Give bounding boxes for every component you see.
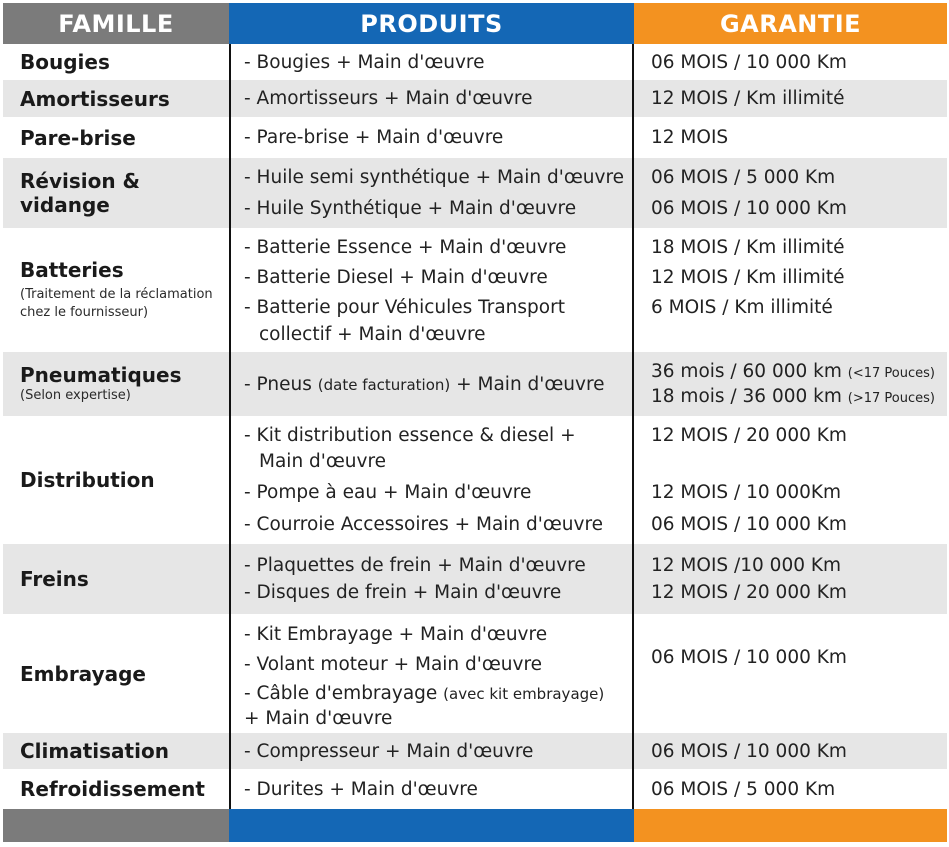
produit-line: - Pompe à eau + Main d'œuvre (244, 482, 532, 503)
famille-cell (3, 228, 229, 352)
produit-prefix: - Câble d'embrayage (244, 683, 444, 704)
garantie-main: 18 mois / 36 000 km (651, 386, 848, 407)
produits-cell (229, 117, 634, 158)
famille-name: Freins (20, 567, 89, 591)
produit-line: - Batterie pour Véhicules Transport (244, 297, 565, 318)
garantie-detail: (<17 Pouces) (847, 366, 935, 381)
famille-cell (3, 416, 229, 544)
garantie-cell (634, 416, 947, 544)
garantie-line: 12 MOIS / Km illimité (651, 267, 845, 288)
garantie-cell (634, 228, 947, 352)
famille-cell (3, 769, 229, 809)
produit-line: - Courroie Accessoires + Main d'œuvre (244, 514, 604, 535)
famille-cell (3, 158, 229, 228)
famille-cell (3, 44, 229, 80)
row-freins (3, 544, 947, 614)
produit-line: - Kit Embrayage + Main d'œuvre (244, 624, 548, 645)
famille-name: Embrayage (20, 661, 146, 686)
row-refroidissement (3, 769, 947, 809)
famille-name: Batteries (20, 258, 124, 282)
garantie-line (651, 386, 947, 407)
warranty-table (3, 3, 947, 842)
produits-cell (229, 158, 634, 228)
row-distribution (3, 416, 947, 544)
garantie-cell (634, 733, 947, 769)
garantie-cell (634, 544, 947, 614)
table-footer (3, 809, 947, 842)
garantie-line: 12 MOIS / 10 000Km (651, 482, 842, 503)
garantie-line: 06 MOIS / 10 000 Km (651, 514, 847, 535)
garantie-line: 12 MOIS (651, 127, 729, 148)
footer-famille-bar (3, 809, 229, 842)
garantie-line: 06 MOIS / 10 000 Km (651, 647, 847, 668)
row-pare-brise (3, 117, 947, 158)
produit-line: - Durites + Main d'œuvre (244, 778, 478, 800)
row-embrayage (3, 614, 947, 733)
garantie-line: 06 MOIS / 10 000 Km (651, 198, 847, 219)
famille-note: chez le fournisseur) (20, 305, 149, 320)
produits-cell (229, 44, 634, 80)
famille-name: Bougies (20, 50, 110, 74)
famille-name: Révision & vidange (20, 169, 140, 217)
famille-name: Climatisation (20, 739, 169, 763)
produit-line (244, 374, 632, 395)
famille-name: Distribution (20, 468, 155, 492)
produit-line: - Huile Synthétique + Main d'œuvre (244, 198, 577, 219)
produits-cell (229, 769, 634, 809)
garantie-line: 12 MOIS / 20 000 Km (651, 425, 847, 446)
famille-note: (Selon expertise) (20, 388, 131, 403)
famille-name: Pneumatiques (20, 363, 182, 387)
garantie-line: 06 MOIS / 10 000 Km (651, 740, 847, 762)
produits-cell (229, 416, 634, 544)
produit-line: - Plaquettes de frein + Main d'œuvre (244, 555, 586, 576)
produit-line: - Batterie Essence + Main d'œuvre (244, 237, 567, 258)
garantie-cell (634, 44, 947, 80)
famille-name: Amortisseurs (20, 86, 170, 111)
produits-cell (229, 352, 634, 416)
produits-cell (229, 80, 634, 117)
garantie-cell (634, 158, 947, 228)
garantie-line (651, 361, 947, 382)
famille-cell (3, 614, 229, 733)
famille-cell (3, 352, 229, 416)
garantie-line: 06 MOIS / 5 000 Km (651, 778, 836, 800)
garantie-line: 06 MOIS / 10 000 Km (651, 51, 847, 73)
produit-prefix: - Pneus (244, 373, 318, 395)
garantie-cell (634, 352, 947, 416)
garantie-cell (634, 769, 947, 809)
famille-note: (Traitement de la réclamation (20, 287, 213, 302)
produit-line: - Huile semi synthétique + Main d'œuvre (244, 167, 625, 188)
famille-cell (3, 80, 229, 117)
produits-cell (229, 614, 634, 733)
garantie-cell (634, 80, 947, 117)
produit-detail: (date facturation) (317, 375, 451, 394)
garantie-main: 36 mois / 60 000 km (651, 361, 848, 382)
header-garantie: GARANTIE (634, 3, 947, 44)
garantie-line: 18 MOIS / Km illimité (651, 237, 845, 258)
garantie-line: 12 MOIS /10 000 Km (651, 555, 842, 576)
garantie-line: 12 MOIS / Km illimité (651, 88, 845, 109)
famille-cell (3, 544, 229, 614)
produit-line (244, 680, 632, 708)
row-revision-vidange (3, 158, 947, 228)
produit-line: - Compresseur + Main d'œuvre (244, 740, 534, 762)
famille-cell (3, 117, 229, 158)
row-pneumatiques (3, 352, 947, 416)
garantie-line: 12 MOIS / 20 000 Km (651, 582, 847, 603)
produit-line: - Bougies + Main d'œuvre (244, 51, 485, 73)
garantie-line: 06 MOIS / 5 000 Km (651, 167, 836, 188)
garantie-detail: (>17 Pouces) (847, 391, 935, 406)
produits-cell (229, 544, 634, 614)
produit-suffix: + Main d'œuvre (450, 373, 605, 395)
produit-line: + Main d'œuvre (244, 708, 393, 729)
produits-cell (229, 228, 634, 352)
footer-produits-bar (229, 809, 634, 842)
garantie-cell (634, 614, 947, 733)
produit-line: - Batterie Diesel + Main d'œuvre (244, 267, 548, 288)
produits-cell (229, 733, 634, 769)
produit-detail: (avec kit embrayage) (443, 685, 605, 703)
produit-line: - Volant moteur + Main d'œuvre (244, 654, 543, 675)
garantie-line: 6 MOIS / Km illimité (651, 297, 833, 318)
produit-line: - Disques de frein + Main d'œuvre (244, 582, 562, 603)
produit-line: Main d'œuvre (259, 451, 387, 472)
row-bougies (3, 44, 947, 80)
garantie-cell (634, 117, 947, 158)
famille-name: Refroidissement (20, 777, 205, 801)
produit-line: - Amortisseurs + Main d'œuvre (244, 88, 533, 109)
produit-line: - Kit distribution essence & diesel + (244, 425, 576, 446)
footer-garantie-bar (634, 809, 947, 842)
famille-name: Pare-brise (20, 125, 136, 150)
row-batteries (3, 228, 947, 352)
row-climatisation (3, 733, 947, 769)
produit-line: - Pare-brise + Main d'œuvre (244, 127, 504, 148)
table-header (3, 3, 947, 44)
famille-cell (3, 733, 229, 769)
row-amortisseurs (3, 80, 947, 117)
header-produits: PRODUITS (229, 3, 634, 44)
header-famille: FAMILLE (3, 3, 229, 44)
produit-line: collectif + Main d'œuvre (259, 324, 486, 345)
